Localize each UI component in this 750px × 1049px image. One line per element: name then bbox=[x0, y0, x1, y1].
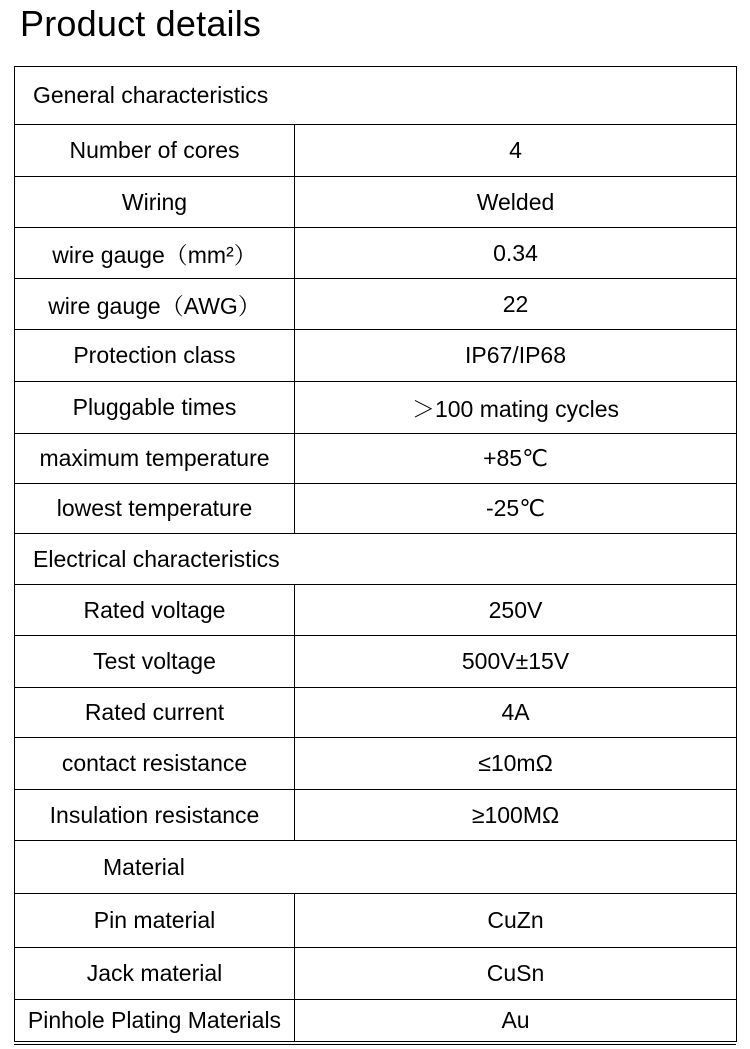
spec-value: 4A bbox=[295, 688, 737, 738]
spec-label: Insulation resistance bbox=[15, 790, 295, 841]
spec-value: 250V bbox=[295, 585, 737, 636]
spec-label: Pinhole Plating Materials bbox=[15, 1000, 295, 1042]
section-header-general bbox=[15, 67, 737, 125]
spec-value: 4 bbox=[295, 125, 737, 177]
spec-label: Wiring bbox=[15, 177, 295, 228]
spec-value: 500V±15V bbox=[295, 636, 737, 688]
spec-label: Number of cores bbox=[15, 125, 295, 177]
spec-value: Welded bbox=[295, 177, 737, 228]
table-row bbox=[15, 585, 737, 636]
spec-label: maximum temperature bbox=[15, 434, 295, 484]
table-row bbox=[15, 484, 737, 534]
spec-value: ＞100 mating cycles bbox=[295, 382, 737, 434]
spec-value: 22 bbox=[295, 279, 737, 330]
spec-label: Test voltage bbox=[15, 636, 295, 688]
spec-label: lowest temperature bbox=[15, 484, 295, 534]
table-row bbox=[15, 894, 737, 948]
spec-value: Au bbox=[295, 1000, 737, 1042]
page-title: Product details bbox=[20, 3, 262, 44]
bottom-divider bbox=[14, 1044, 736, 1045]
spec-value: 0.34 bbox=[295, 228, 737, 279]
spec-table bbox=[14, 66, 737, 1042]
table-row bbox=[15, 330, 737, 382]
table-row bbox=[15, 434, 737, 484]
spec-label: Rated current bbox=[15, 688, 295, 738]
spec-label: contact resistance bbox=[15, 738, 295, 790]
table-row bbox=[15, 948, 737, 1000]
table-row bbox=[15, 228, 737, 279]
spec-label: Protection class bbox=[15, 330, 295, 382]
spec-value: CuZn bbox=[295, 894, 737, 948]
table-row bbox=[15, 382, 737, 434]
table-row bbox=[15, 125, 737, 177]
spec-value: ≤10mΩ bbox=[295, 738, 737, 790]
table-row bbox=[15, 688, 737, 738]
table-row bbox=[15, 738, 737, 790]
section-title: Electrical characteristics bbox=[15, 534, 737, 585]
spec-label: Pin material bbox=[15, 894, 295, 948]
table-row bbox=[15, 636, 737, 688]
spec-label: wire gauge（mm²） bbox=[15, 228, 295, 279]
section-title: General characteristics bbox=[15, 67, 737, 125]
section-header-electrical bbox=[15, 534, 737, 585]
section-title: Material bbox=[15, 841, 737, 894]
spec-value: IP67/IP68 bbox=[295, 330, 737, 382]
table-row bbox=[15, 279, 737, 330]
spec-label: wire gauge（AWG） bbox=[15, 279, 295, 330]
table-row bbox=[15, 177, 737, 228]
section-header-material bbox=[15, 841, 737, 894]
spec-label: Pluggable times bbox=[15, 382, 295, 434]
spec-value: ≥100MΩ bbox=[295, 790, 737, 841]
table-row bbox=[15, 1000, 737, 1042]
spec-value: +85℃ bbox=[295, 434, 737, 484]
spec-label: Rated voltage bbox=[15, 585, 295, 636]
spec-value: -25℃ bbox=[295, 484, 737, 534]
spec-label: Jack material bbox=[15, 948, 295, 1000]
table-row bbox=[15, 790, 737, 841]
spec-value: CuSn bbox=[295, 948, 737, 1000]
